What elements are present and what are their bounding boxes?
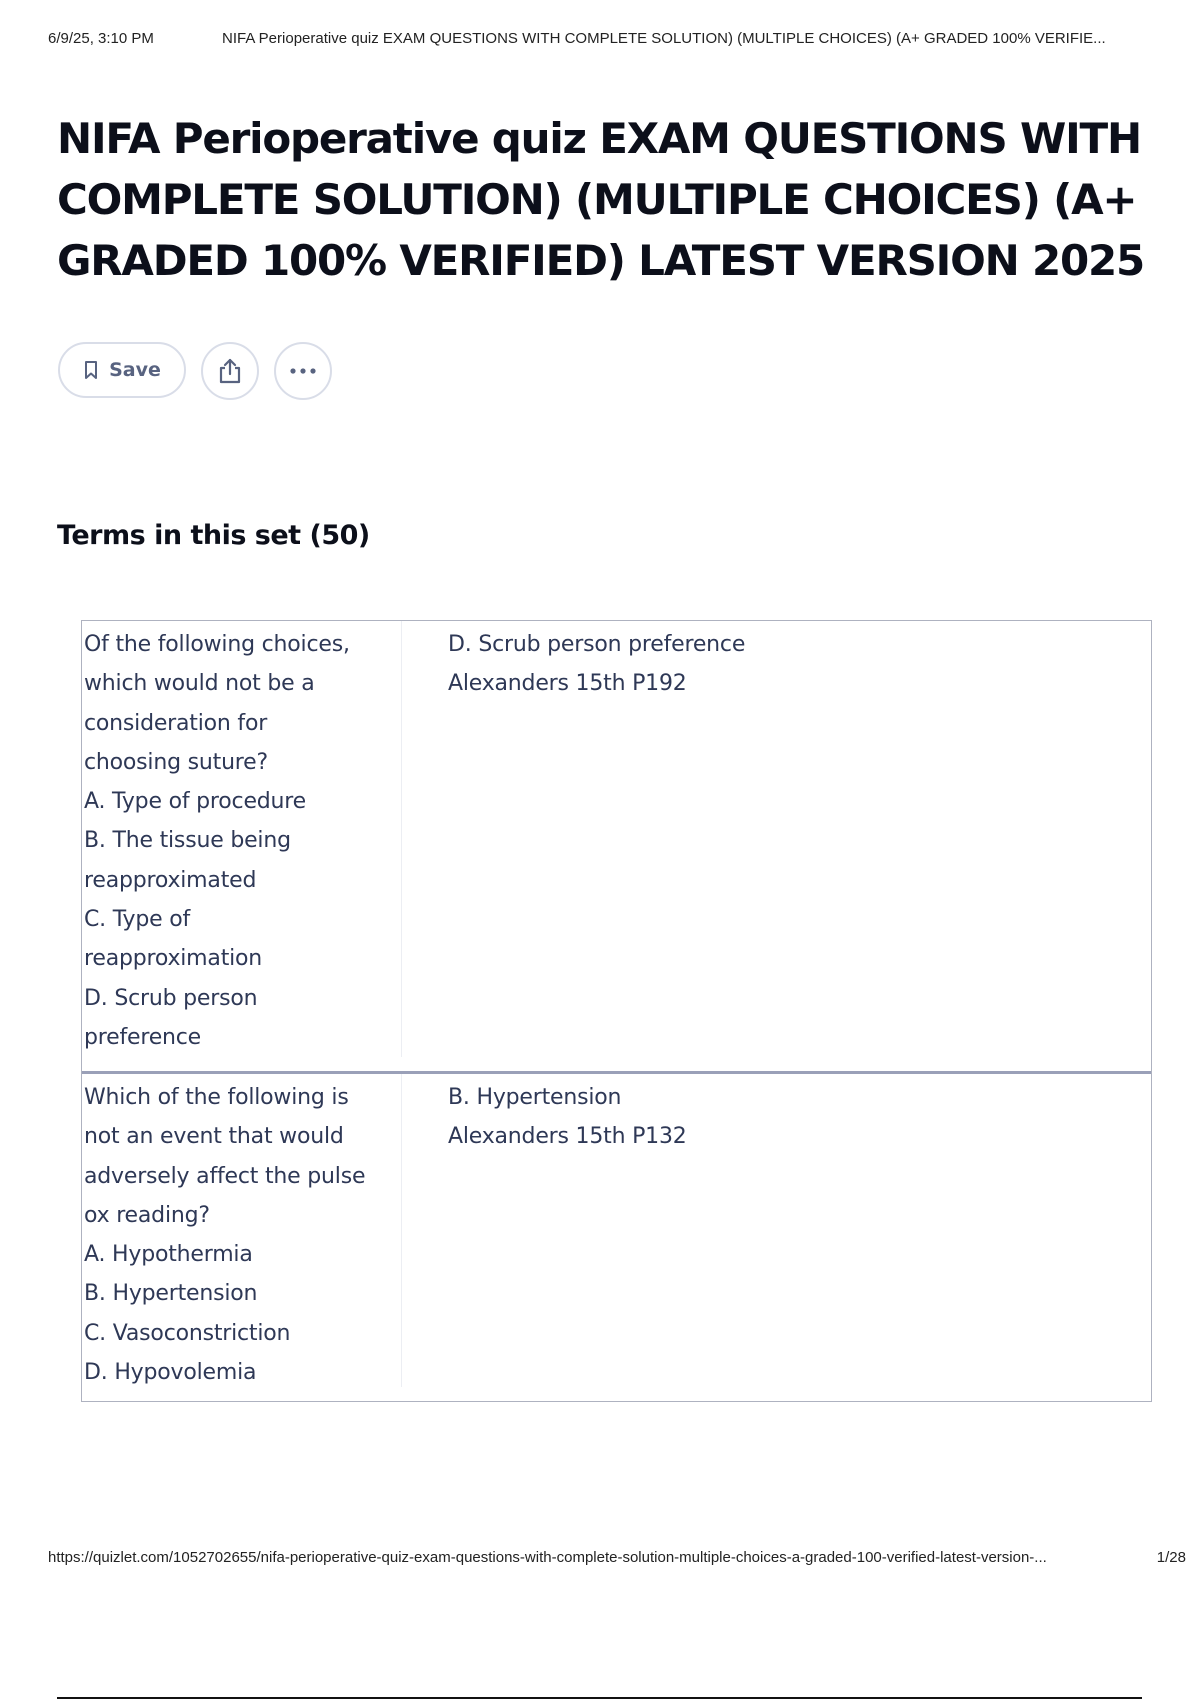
terms-table xyxy=(81,620,1152,1402)
term-row xyxy=(82,1071,1151,1401)
save-button-label: Save xyxy=(109,359,161,381)
print-datetime: 6/9/25, 3:10 PM xyxy=(48,30,154,47)
more-icon xyxy=(289,367,317,375)
share-icon xyxy=(217,357,243,385)
term-answer: B. Hypertension Alexanders 15th P132 xyxy=(448,1085,687,1150)
save-button[interactable] xyxy=(58,342,186,398)
print-header xyxy=(48,30,1178,50)
term-question: Which of the following is not an event that would adversely affect the pulse ox reading? A. Hypothermia B. Hypertension C. Vasoconstriction D. Hypovolemia xyxy=(82,1074,402,1387)
term-row xyxy=(82,621,1151,1071)
print-page-number: 1/28 xyxy=(1156,1549,1186,1566)
more-options-button[interactable] xyxy=(274,342,332,400)
share-button[interactable] xyxy=(201,342,259,400)
print-url: https://quizlet.com/1052702655/nifa-perioperative-quiz-exam-questions-with-complete-solution-multiple-choices-a-graded-100-verified-latest-version-... xyxy=(48,1549,1047,1566)
print-footer xyxy=(48,1549,1186,1569)
page-divider xyxy=(57,1697,1142,1699)
print-document-title: NIFA Perioperative quiz EXAM QUESTIONS WITH COMPLETE SOLUTION) (MULTIPLE CHOICES) (A+ GRADED 100% VERIFIE... xyxy=(222,30,1106,47)
term-question: Of the following choices, which would not be a consideration for choosing suture? A. Type of procedure B. The tissue being reapproximated C. Type of reapproximation D. Scrub person preference xyxy=(82,621,402,1057)
terms-heading: Terms in this set (50) xyxy=(57,520,370,551)
term-answer: D. Scrub person preference Alexanders 15th P192 xyxy=(448,632,746,697)
page-title: NIFA Perioperative quiz EXAM QUESTIONS WITH COMPLETE SOLUTION) (MULTIPLE CHOICES) (A+ GRADED 100% VERIFIED) LATEST VERSION 2025 xyxy=(57,114,1145,285)
bookmark-icon xyxy=(83,360,99,380)
